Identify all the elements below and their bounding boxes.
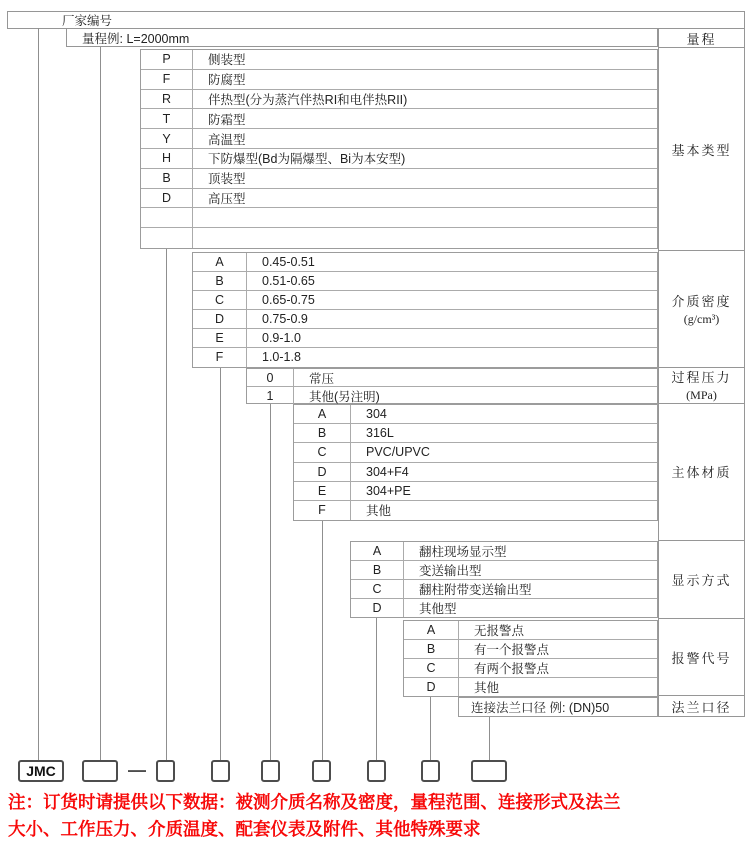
option-desc: 连接法兰口径 例: (DN)50 xyxy=(471,701,610,715)
body-material-row-A xyxy=(294,405,657,424)
option-desc: 翻柱现场显示型 xyxy=(419,545,507,559)
alarm-code-row-D xyxy=(404,678,657,696)
section-label-text: (MPa) xyxy=(686,388,717,403)
process-pressure-row-1 xyxy=(247,387,657,405)
medium-density-row-F xyxy=(193,348,657,367)
section-label-body-material xyxy=(659,404,744,541)
option-code: D xyxy=(141,189,193,208)
option-code: D xyxy=(193,310,247,328)
model-code-box-4 xyxy=(261,760,280,782)
option-desc: 高温型 xyxy=(208,132,246,147)
option-desc: 0.65-0.75 xyxy=(262,293,315,307)
option-code: R xyxy=(141,90,193,109)
connector-line-8 xyxy=(430,697,431,760)
model-code-box-2 xyxy=(156,760,175,782)
option-desc: 有一个报警点 xyxy=(474,643,550,657)
connector-line-1 xyxy=(38,28,39,760)
section-label-text: 报警代号 xyxy=(671,650,732,666)
option-desc: 常压 xyxy=(309,371,335,386)
section-label-process-pressure xyxy=(659,368,744,404)
connector-line-7 xyxy=(376,618,377,760)
model-code-box-3 xyxy=(211,760,230,782)
option-code: F xyxy=(193,348,247,367)
option-desc: 其他(另注明) xyxy=(309,390,380,404)
section-label-column xyxy=(658,28,745,717)
range-example-label: 量程例: L=2000mm xyxy=(82,31,190,46)
display-mode-row-D xyxy=(351,599,657,617)
option-code: B xyxy=(141,169,193,188)
option-code: A xyxy=(294,405,351,423)
option-desc: 0.9-1.0 xyxy=(262,331,301,345)
option-code: A xyxy=(193,253,247,271)
section-label-text: (g/cm³) xyxy=(683,312,720,327)
note-line-1: 注：订货时请提供以下数据：被测介质名称及密度，量程范围、连接形式及法兰 xyxy=(8,792,621,812)
model-prefix-box: JMC xyxy=(18,760,64,782)
option-code: A xyxy=(404,621,459,639)
basic-type-row-P xyxy=(141,50,657,70)
option-desc: 316L xyxy=(366,426,394,441)
medium-density-row-C xyxy=(193,291,657,310)
option-code: D xyxy=(404,678,459,696)
option-desc: 304+PE xyxy=(366,483,411,498)
body-material-row-C xyxy=(294,443,657,462)
model-code-box-7 xyxy=(421,760,440,782)
option-desc: 0.75-0.9 xyxy=(262,312,308,326)
basic-type-row xyxy=(141,208,657,228)
model-code-box-5 xyxy=(312,760,331,782)
medium-density-row-B xyxy=(193,272,657,291)
option-code: C xyxy=(351,580,404,598)
option-code: T xyxy=(141,109,193,128)
basic-type-row-B xyxy=(141,169,657,189)
option-desc: 防腐型 xyxy=(208,73,246,88)
option-code: Y xyxy=(141,129,193,148)
option-desc: 1.0-1.8 xyxy=(262,350,301,365)
display-mode-row-A xyxy=(351,542,657,561)
option-desc: 其他 xyxy=(366,504,392,519)
model-code-box-8 xyxy=(471,760,507,782)
option-code: B xyxy=(193,272,247,290)
option-desc: 高压型 xyxy=(208,191,246,206)
option-desc: 伴热型(分为蒸汽伴热RI和电伴热RII) xyxy=(208,92,408,107)
body-material-row-E xyxy=(294,482,657,501)
option-desc: 下防爆型(Bd为隔爆型、Bi为本安型) xyxy=(208,152,406,167)
table-alarm-code xyxy=(403,620,658,697)
option-desc: 0.45-0.51 xyxy=(262,255,315,269)
connector-line-9 xyxy=(489,717,490,760)
display-mode-row-B xyxy=(351,561,657,580)
section-label-text: 主体材质 xyxy=(671,465,732,481)
dash-separator: — xyxy=(128,759,146,780)
connector-line-6 xyxy=(322,521,323,760)
option-desc: 304+F4 xyxy=(366,464,409,479)
section-label-text: 基本类型 xyxy=(671,142,732,158)
section-label-text: 显示方式 xyxy=(671,572,732,588)
option-desc: 无报警点 xyxy=(474,624,525,638)
option-code: B xyxy=(294,424,351,442)
medium-density-row-A xyxy=(193,253,657,272)
option-code: D xyxy=(351,599,404,617)
basic-type-row-F xyxy=(141,70,657,90)
option-code: B xyxy=(404,640,459,658)
option-desc: 0.51-0.65 xyxy=(262,274,315,288)
manufacturer-row xyxy=(7,11,745,29)
section-label-text: 介质密度 xyxy=(671,294,732,310)
section-label-flange-size xyxy=(659,696,744,716)
option-code: D xyxy=(294,463,351,481)
body-material-row-F xyxy=(294,501,657,520)
section-label-range xyxy=(659,29,744,48)
basic-type-row-D xyxy=(141,189,657,209)
option-desc: 顶装型 xyxy=(208,172,246,187)
option-code: B xyxy=(351,561,404,579)
option-desc xyxy=(193,228,657,248)
alarm-code-row-B xyxy=(404,640,657,659)
table-basic-type xyxy=(140,49,658,249)
flange-size-row xyxy=(459,698,657,716)
connector-line-3 xyxy=(166,249,167,760)
option-code: F xyxy=(141,70,193,89)
display-mode-row-C xyxy=(351,580,657,599)
option-code xyxy=(141,208,193,227)
process-pressure-row-0 xyxy=(247,369,657,387)
option-code: P xyxy=(141,50,193,69)
option-code: A xyxy=(351,542,404,560)
basic-type-row-T xyxy=(141,109,657,129)
section-label-basic-type xyxy=(659,48,744,251)
table-medium-density xyxy=(192,252,658,368)
manufacturer-label: 厂家编号 xyxy=(62,14,113,28)
option-desc: 其他型 xyxy=(419,602,457,616)
option-code xyxy=(141,228,193,248)
model-code-box-1 xyxy=(82,760,118,782)
table-display-mode xyxy=(350,541,658,618)
connector-line-5 xyxy=(270,404,271,760)
alarm-code-row-C xyxy=(404,659,657,678)
option-code: C xyxy=(193,291,247,309)
table-flange-size xyxy=(458,697,658,717)
section-label-text: 过程压力 xyxy=(671,370,732,386)
body-material-row-B xyxy=(294,424,657,443)
note-line-2: 大小、工作压力、介质温度、配套仪表及附件、其他特殊要求 xyxy=(8,819,481,839)
option-code: 1 xyxy=(247,387,294,405)
medium-density-row-E xyxy=(193,329,657,348)
range-example-row xyxy=(66,28,658,47)
option-desc: 变送输出型 xyxy=(419,564,482,578)
body-material-row-D xyxy=(294,463,657,482)
option-desc: PVC/UPVC xyxy=(366,445,430,460)
section-label-medium-density xyxy=(659,251,744,368)
basic-type-row-R xyxy=(141,90,657,110)
section-label-display-mode xyxy=(659,541,744,620)
medium-density-row-D xyxy=(193,310,657,329)
option-code: C xyxy=(404,659,459,677)
basic-type-row-H xyxy=(141,149,657,169)
connector-line-4 xyxy=(220,368,221,760)
option-desc: 有两个报警点 xyxy=(474,662,550,676)
section-label-alarm-code xyxy=(659,619,744,696)
option-desc: 其他 xyxy=(474,681,500,695)
alarm-code-row-A xyxy=(404,621,657,640)
option-desc: 侧装型 xyxy=(208,53,246,68)
option-desc: 防霜型 xyxy=(208,112,246,127)
option-desc: 304 xyxy=(366,407,387,422)
connector-line-2 xyxy=(100,47,101,760)
option-code: F xyxy=(294,501,351,520)
basic-type-row-Y xyxy=(141,129,657,149)
option-code: C xyxy=(294,443,351,461)
basic-type-row xyxy=(141,228,657,248)
option-desc xyxy=(193,208,657,227)
table-process-pressure xyxy=(246,368,658,404)
option-desc: 翻柱附带变送输出型 xyxy=(419,583,532,597)
option-code: 0 xyxy=(247,369,294,386)
section-label-text: 量程 xyxy=(686,31,717,47)
section-label-text: 法兰口径 xyxy=(671,699,732,715)
option-code: H xyxy=(141,149,193,168)
option-code: E xyxy=(294,482,351,500)
model-code-box-6 xyxy=(367,760,386,782)
option-code: E xyxy=(193,329,247,347)
table-body-material xyxy=(293,404,658,521)
